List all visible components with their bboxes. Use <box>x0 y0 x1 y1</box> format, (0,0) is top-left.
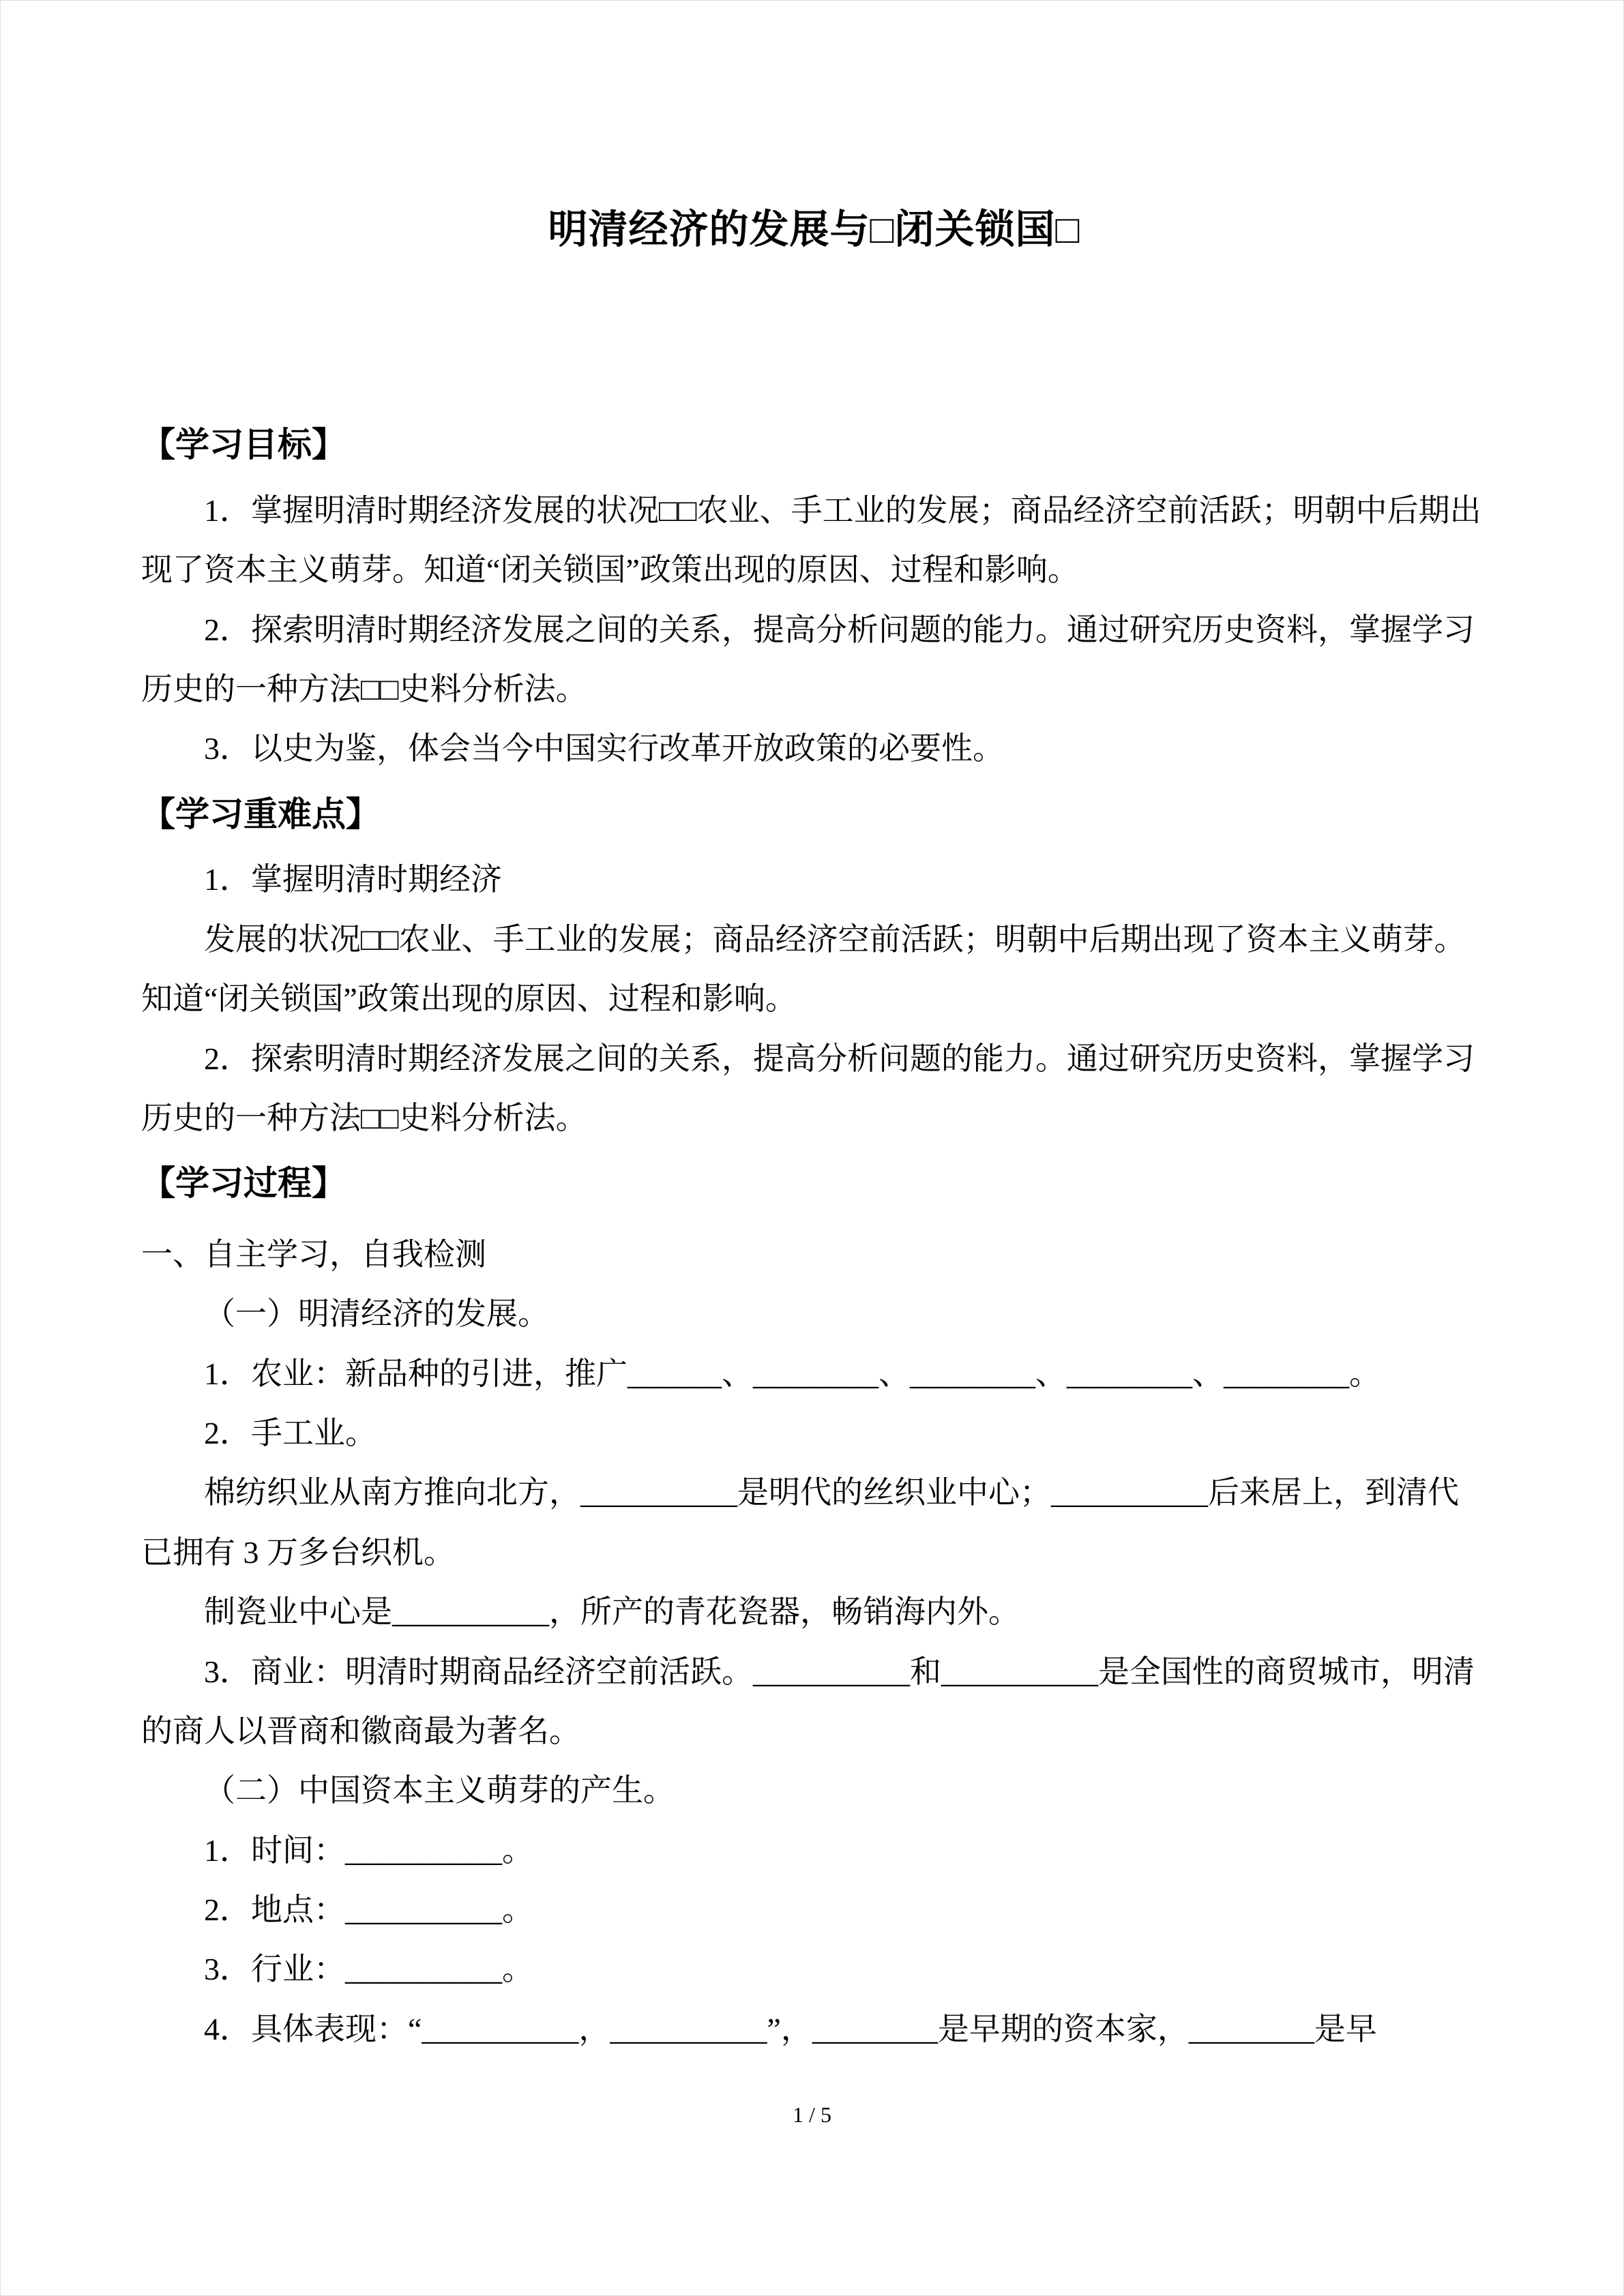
paragraph: 制瓷业中心是__________，所产的青花瓷器，畅销海内外。 <box>204 1594 1020 1630</box>
paragraph: 1．掌握明清时期经济 <box>204 862 502 897</box>
paragraph: （二）中国资本主义萌芽的产生。 <box>204 1773 675 1808</box>
paragraph: 一、自主学习，自我检测 <box>141 1236 486 1272</box>
paragraph: 2．探索明清时期经济发展之间的关系，提高分析问题的能力。通过研究历史资料，掌握学习历史的一种方法□□史料分析法。 <box>141 1041 1475 1135</box>
document-title: 明清经济的发展与□闭关锁国□ <box>548 207 1080 252</box>
paragraph: 2．手工业。 <box>204 1415 377 1450</box>
section-heading-key-difficulties: 【学习重难点】 <box>141 794 380 833</box>
paragraph: 3．以史为鉴，体会当今中国实行改革开放政策的必要性。 <box>204 731 1004 766</box>
paragraph: 1．掌握明清时期经济发展的状况□□农业、手工业的发展；商品经济空前活跃；明朝中后期出现了资本主义萌芽。知道“闭关锁国”政策出现的原因、过程和影响。 <box>141 492 1481 588</box>
page-content <box>1 1 1623 2059</box>
paragraph: 发展的状况□□农业、手工业的发展；商品经济空前活跃；明朝中后期出现了资本主义萌芽。知道“闭关锁国”政策出现的原因、过程和影响。 <box>141 921 1466 1017</box>
paragraph: 2．探索明清时期经济发展之间的关系，提高分析问题的能力。通过研究历史资料，掌握学习历史的一种方法□□史料分析法。 <box>141 612 1475 707</box>
section-heading-learning-process: 【学习过程】 <box>141 1164 346 1203</box>
paragraph: 3．行业：__________。 <box>204 1952 533 1987</box>
page-number: 1 / 5 <box>793 2102 831 2127</box>
paragraph: 1．农业：新品种的引进，推广______、________、________、________、________。 <box>204 1356 1381 1391</box>
paragraph: 3．商业：明清时期商品经济空前活跃。__________和__________是全国性的商贸城市，明清的商人以晋商和徽商最为著名。 <box>141 1654 1475 1748</box>
section-heading-learning-goals: 【学习目标】 <box>141 426 346 464</box>
paragraph: 1．时间：__________。 <box>204 1832 533 1868</box>
paragraph: 4．具体表现：“__________，__________”，________是早期的资本家，________是早 <box>204 2011 1377 2046</box>
paragraph: （一）明清经济的发展。 <box>204 1296 549 1332</box>
paragraph: 棉纺织业从南方推向北方，__________是明代的丝织业中心；__________后来居上，到清代已拥有 3 万多台织机。 <box>141 1475 1459 1570</box>
paragraph: 2．地点：__________。 <box>204 1892 533 1928</box>
